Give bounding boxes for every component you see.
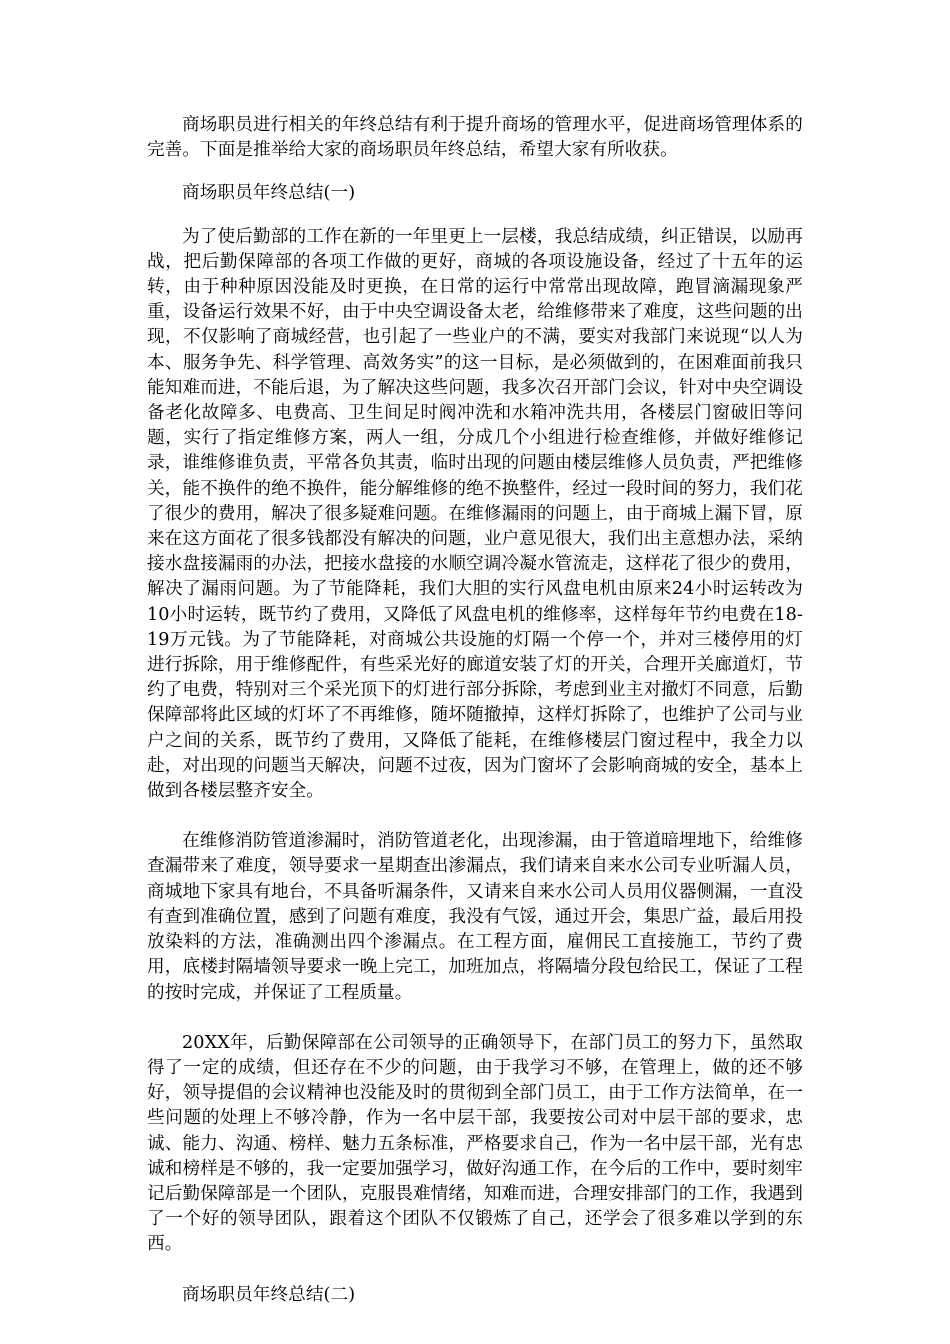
body-paragraph-3: 20XX年，后勤保障部在公司领导的正确领导下，在部门员工的努力下，虽然取得了一定的成绩，但还存在不少的问题，由于我学习不够，在管理上，做的还不够好，领导提倡的会议精神也没能及时的贯彻到全部门员工，由于工作方法简单，在一些问题的处理上不够冷静，作为一名中层干部，我要按公司对中层干部的要求，忠诚、能力、沟通、榜样、魅力五条标准，严格要求自己，作为一名中层干部，光有忠诚和榜样是不够的，我一定要加强学习，做好沟通工作，在今后的工作中，要时刻牢记后勤保障部是一个团队，克服畏难情绪，知难而进，合理安排部门的工作，我遇到了一个好的领导团队，跟着这个团队不仅锻炼了自己，还学会了很多难以学到的东西。 — [147, 1032, 803, 1255]
intro-paragraph: 商场职员进行相关的年终总结有利于提升商场的管理水平，促进商场管理体系的完善。下面是推举给大家的商场职员年终总结，希望大家有所收获。 — [147, 115, 803, 161]
section-heading-1: 商场职员年终总结(一) — [182, 183, 356, 204]
section-heading-2: 商场职员年终总结(二) — [182, 1284, 356, 1305]
body-paragraph-2: 在维修消防管道渗漏时，消防管道老化，出现渗漏，由于管道暗埋地下，给维修查漏带来了难度，领导要求一星期查出渗漏点，我们请来自来水公司专业听漏人员，商城地下家具有地台，不具备听漏条件，又请来自来水公司人员用仪器侧漏，一直没有查到准确位置，感到了问题有难度，我没有气馁，通过开会，集思广益，最后用投放染料的方法，准确测出四个渗漏点。在工程方面，雇佣民工直接施工，节约了费用，底楼封隔墙领导要求一晚上完工，加班加点，将隔墙分段包给民工，保证了工程的按时完成，并保证了工程质量。 — [147, 831, 803, 1003]
document-body — [147, 113, 803, 1308]
body-paragraph-1: 为了使后勤部的工作在新的一年里更上一层楼，我总结成绩，纠正错误，以励再战，把后勤保障部的各项工作做的更好，商城的各项设施设备，经过了十五年的运转，由于种种原因没能及时更换，在日常的运行中常常出现故障，跑冒滴漏现象严重，设备运行效果不好，由于中央空调设备太老，给维修带来了难度，这些问题的出现，不仅影响了商城经营，也引起了一些业户的不满，要实对我部门来说现“以人为本、服务争先、科学管理、高效务实”的这一目标，是必须做到的，在困难面前我只能知难而进，不能后退，为了解决这些问题，我多次召开部门会议，针对中央空调设备老化故障多、电费高、卫生间足时阀冲洗和水箱冲洗共用，各楼层门窗破旧等问题，实行了指定维修方案，两人一组，分成几个小组进行检查维修，并做好维修记录，谁维修谁负责，平常各负其责，临时出现的问题由楼层维修人员负责，严把维修关，能不换件的绝不换件，能分解维修的绝不换整件，经过一段时间的努力，我们花了很少的费用，解决了很多疑难问题。在维修漏雨的问题上，由于商城上漏下冒，原来在这方面花了很多钱都没有解决的问题，业户意见很大，我们出主意想办法，采纳接水盘接漏雨的办法，把接水盘接的水顺空调冷凝水管流走，这样花了很少的费用，解决了漏雨问题。为了节能降耗，我们大胆的实行风盘电机由原来24小时运转改为10小时运转，既节约了费用，又降低了风盘电机的维修率，这样每年节约电费在18-19万元钱。为了节能降耗，对商城公共设施的灯隔一个停一个，并对三楼停用的灯进行拆除，用于维修配件，有些采光好的廊道安装了灯的开关，合理开关廊道灯，节约了电费，特别对三个采光顶下的灯进行部分拆除，考虑到业主对撤灯不同意，后勤保障部将此区域的灯坏了不再维修，随坏随撤掉，这样灯拆除了，也维护了公司与业户之间的关系，既节约了费用，又降低了能耗，在维修楼层门窗过程中，我全力以赴，对出现的问题当天解决，问题不过夜，因为门窗坏了会影响商城的安全，基本上做到各楼层整齐安全。 — [147, 226, 803, 802]
